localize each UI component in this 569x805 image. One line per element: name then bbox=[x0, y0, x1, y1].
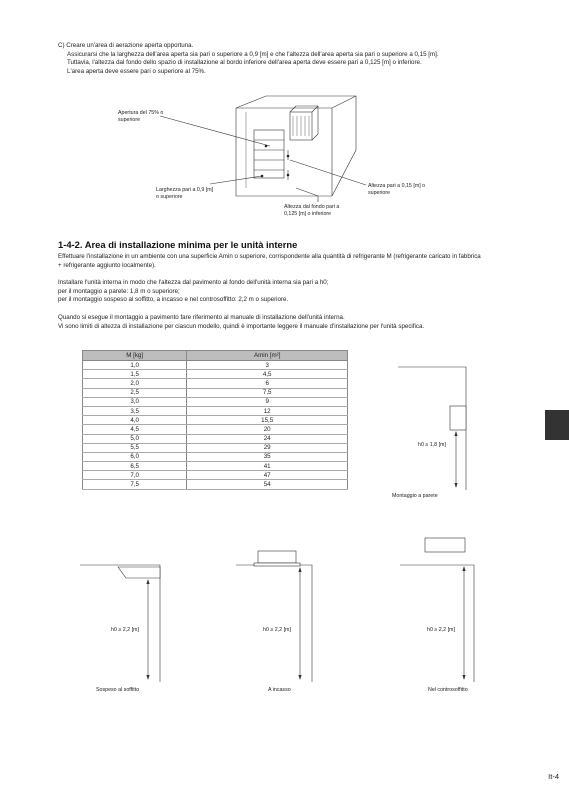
cell-m: 4,0 bbox=[83, 416, 187, 425]
cell-amin: 41 bbox=[187, 462, 348, 471]
label-line: Larghezza pari a 0,9 [m] bbox=[156, 187, 214, 193]
paragraph-line: Effettuare l'installazione in un ambiente con una superficie Amin o superiore, corrispondente alla quantità di refrigerante M (refrigerante caricato in fabbrica bbox=[58, 253, 481, 260]
cell-m: 7,0 bbox=[83, 471, 187, 480]
ceiling-caption: Sospeso al soffitto bbox=[96, 687, 140, 693]
intro-line: C) Creare un'area di aerazione aperta opportuna. bbox=[58, 42, 194, 49]
recessed-unit-panel bbox=[254, 563, 300, 566]
column-header-amin: Amin [m²] bbox=[187, 351, 348, 361]
arrow-head bbox=[146, 579, 149, 584]
label-line: Altezza pari a 0,15 [m] o bbox=[368, 183, 426, 189]
cell-amin: 3 bbox=[187, 361, 348, 370]
cell-amin: 24 bbox=[187, 434, 348, 443]
concealed-caption: Nel controsoffitto bbox=[428, 687, 468, 693]
label-line: o superiore bbox=[156, 194, 183, 200]
paragraph-line: Quando si esegue il montaggio a pavimento fare riferimento al manuale di installazione dell'unità interna. bbox=[58, 314, 345, 321]
recessed-caption: A incasso bbox=[268, 687, 291, 693]
paragraph-line: per il montaggio a parete: 1,8 m o superiore; bbox=[58, 287, 180, 295]
label-line: Apertura del 75% o bbox=[118, 110, 164, 116]
cell-m: 2,5 bbox=[83, 388, 187, 397]
ceiling-suspended-unit bbox=[118, 567, 160, 578]
cell-m: 3,0 bbox=[83, 397, 187, 406]
page-number: It-4 bbox=[548, 772, 559, 781]
cell-amin: 15,5 bbox=[187, 416, 348, 425]
cell-m: 1,5 bbox=[83, 370, 187, 379]
section-title: 1-4-2. Area di installazione minima per le unità interne bbox=[58, 239, 298, 250]
arrow-head bbox=[462, 566, 465, 571]
label-line: superiore bbox=[368, 190, 391, 196]
cell-m: 5,0 bbox=[83, 434, 187, 443]
arrow-head bbox=[298, 567, 301, 572]
cell-m: 7,5 bbox=[83, 480, 187, 489]
arrow-head bbox=[298, 675, 301, 680]
label-line: superiore bbox=[118, 117, 141, 123]
cell-amin: 7,5 bbox=[187, 388, 348, 397]
recessed-wall-line bbox=[236, 565, 312, 682]
arrow-head bbox=[462, 675, 465, 680]
recessed-height-label: h0 ≥ 2,2 [m] bbox=[263, 627, 291, 633]
cell-m: 1,0 bbox=[83, 361, 187, 370]
concealed-unit bbox=[425, 538, 465, 552]
recessed-unit-body bbox=[258, 551, 296, 563]
cell-m: 6,5 bbox=[83, 462, 187, 471]
cell-amin: 47 bbox=[187, 471, 348, 480]
paragraph-line: Vi sono limiti di altezza di installazione per ciascun modello, quindi è importante leggere il manuale d'installazione per l'unità specifica. bbox=[58, 322, 425, 330]
concealed-wall-line bbox=[400, 565, 474, 682]
cell-m: 5,5 bbox=[83, 443, 187, 452]
cell-m: 2,0 bbox=[83, 379, 187, 388]
intro-line: Tuttavia, l'altezza dal fondo dello spazio di installazione al bordo inferiore dell'area aperta deve essere pari a 0,125 [m] o inferiore. bbox=[67, 59, 422, 67]
intro-line: Assicurarsi che la larghezza dell'area aperta sia pari o superiore a 0,9 [m] e che l'altezza dell'area aperta sia pari o superiore a 0,15 [m]. bbox=[67, 50, 439, 58]
cell-amin: 12 bbox=[187, 406, 348, 415]
cell-m: 4,5 bbox=[83, 425, 187, 434]
paragraph-line: + refrigerante aggiunto localmente). bbox=[58, 261, 156, 269]
concealed-height-label: h0 ≥ 2,2 [m] bbox=[427, 627, 455, 633]
paragraph-line: per il montaggio sospeso al soffitto, a incasso e nel controsoffitto: 2,2 m o superiore. bbox=[58, 296, 289, 304]
cell-m: 3,5 bbox=[83, 406, 187, 415]
section-tab-marker bbox=[545, 410, 569, 440]
cell-amin: 20 bbox=[187, 425, 348, 434]
cell-amin: 29 bbox=[187, 443, 348, 452]
cell-amin: 9 bbox=[187, 397, 348, 406]
cell-amin: 6 bbox=[187, 379, 348, 388]
paragraph-line: Installare l'unità interna in modo che l'altezza dal pavimento al fondo dell'unità interna sia pari a h0; bbox=[58, 279, 329, 286]
label-line: 0,125 [m] o inferiore bbox=[284, 211, 332, 217]
cell-amin: 35 bbox=[187, 452, 348, 461]
intro-line: L'area aperta deve essere pari o superiore al 75%. bbox=[67, 67, 206, 75]
cell-amin: 54 bbox=[187, 480, 348, 489]
arrow-head bbox=[146, 675, 149, 680]
column-header-m: M [kg] bbox=[83, 351, 187, 361]
wall-caption: Montaggio a parete bbox=[392, 493, 438, 499]
wall-height-label: h0 ≥ 1,8 [m] bbox=[418, 442, 446, 448]
label-line: Altezza dal fondo pari a bbox=[284, 204, 340, 210]
ceiling-height-label: h0 ≥ 2,2 [m] bbox=[111, 627, 139, 633]
cell-m: 6,0 bbox=[83, 452, 187, 461]
cell-amin: 4,5 bbox=[187, 370, 348, 379]
